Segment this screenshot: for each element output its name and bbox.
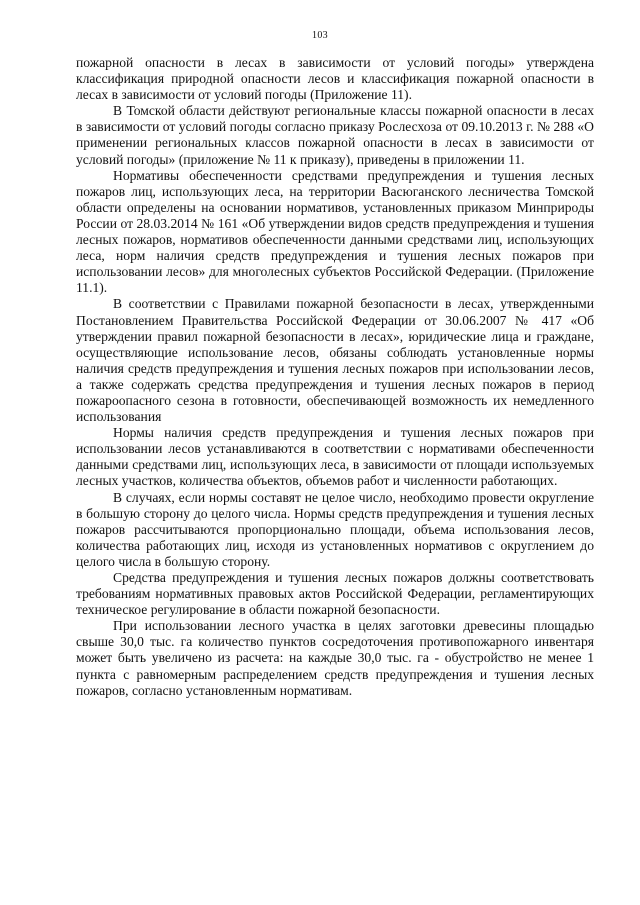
paragraph-3: Нормативы обеспеченности средствами предупреждения и тушения лесных пожаров лиц, использующих леса, на территории Васюганского лесничества Томской области определены на основании нормативов, установленных приказом Минприроды России от 28.03.2014 № 161 «Об утверждении видов средств предупреждения и тушения лесных пожаров, нормативов обеспеченности данными средствами лиц, использующих леса, норм наличия средств предупреждения и тушения лесных пожаров при использовании лесов» для многолесных субъектов Российской Федерации. (Приложение 11.1). xyxy=(76,167,594,296)
document-body xyxy=(76,55,594,699)
paragraph-7: Средства предупреждения и тушения лесных пожаров должны соответствовать требованиям нормативных правовых актов Российской Федерации, регламентирующих техническое регулирование в области пожарной безопасности. xyxy=(76,570,594,618)
paragraph-1: пожарной опасности в лесах в зависимости от условий погоды» утверждена классификация природной опасности лесов и классификация пожарной опасности в лесах в зависимости от условий погоды (Приложение 11). xyxy=(76,55,594,103)
paragraph-4: В соответствии с Правилами пожарной безопасности в лесах, утвержденными Постановлением Правительства Российской Федерации от 30.06.2007 № 417 «Об утверждении правил пожарной безопасности в лесах», юридические лица и граждане, осуществляющие использование лесов, обязаны соблюдать установленные нормы наличия средств предупреждения и тушения лесных пожаров при использовании лесов, а также содержать средства предупреждения и тушения лесных пожаров в период пожароопасного сезона в готовности, обеспечивающей возможность их немедленного использования xyxy=(76,296,594,425)
paragraph-8: При использовании лесного участка в целях заготовки древесины площадью свыше 30,0 тыс. га количество пунктов сосредоточения противопожарного инвентаря может быть увеличено из расчета: на каждые 30,0 тыс. га - обустройство не менее 1 пункта с равномерным распределением средств предупреждения и тушения лесных пожаров, согласно установленным нормативам. xyxy=(76,618,594,698)
paragraph-5: Нормы наличия средств предупреждения и тушения лесных пожаров при использовании лесов устанавливаются в соответствии с нормативами обеспеченности данными средствами лиц, использующих леса, в зависимости от площади используемых лесных участков, количества объектов, объемов работ и численности работающих. xyxy=(76,425,594,489)
paragraph-6: В случаях, если нормы составят не целое число, необходимо провести округление в большую сторону до целого числа. Нормы средств предупреждения и тушения лесных пожаров рассчитываются пропорционально площади, объема использования лесов, количества работающих лиц, исходя из установленных нормативов с округлением до целого числа в большую сторону. xyxy=(76,489,594,569)
paragraph-2: В Томской области действуют региональные классы пожарной опасности в лесах в зависимости от условий погоды согласно приказу Рослесхоза от 09.10.2013 г. № 288 «О применении региональных классов пожарной опасности в лесах в зависимости от условий погоды» (приложение № 11 к приказу), приведены в приложении 11. xyxy=(76,103,594,167)
page-number: 103 xyxy=(312,30,328,41)
